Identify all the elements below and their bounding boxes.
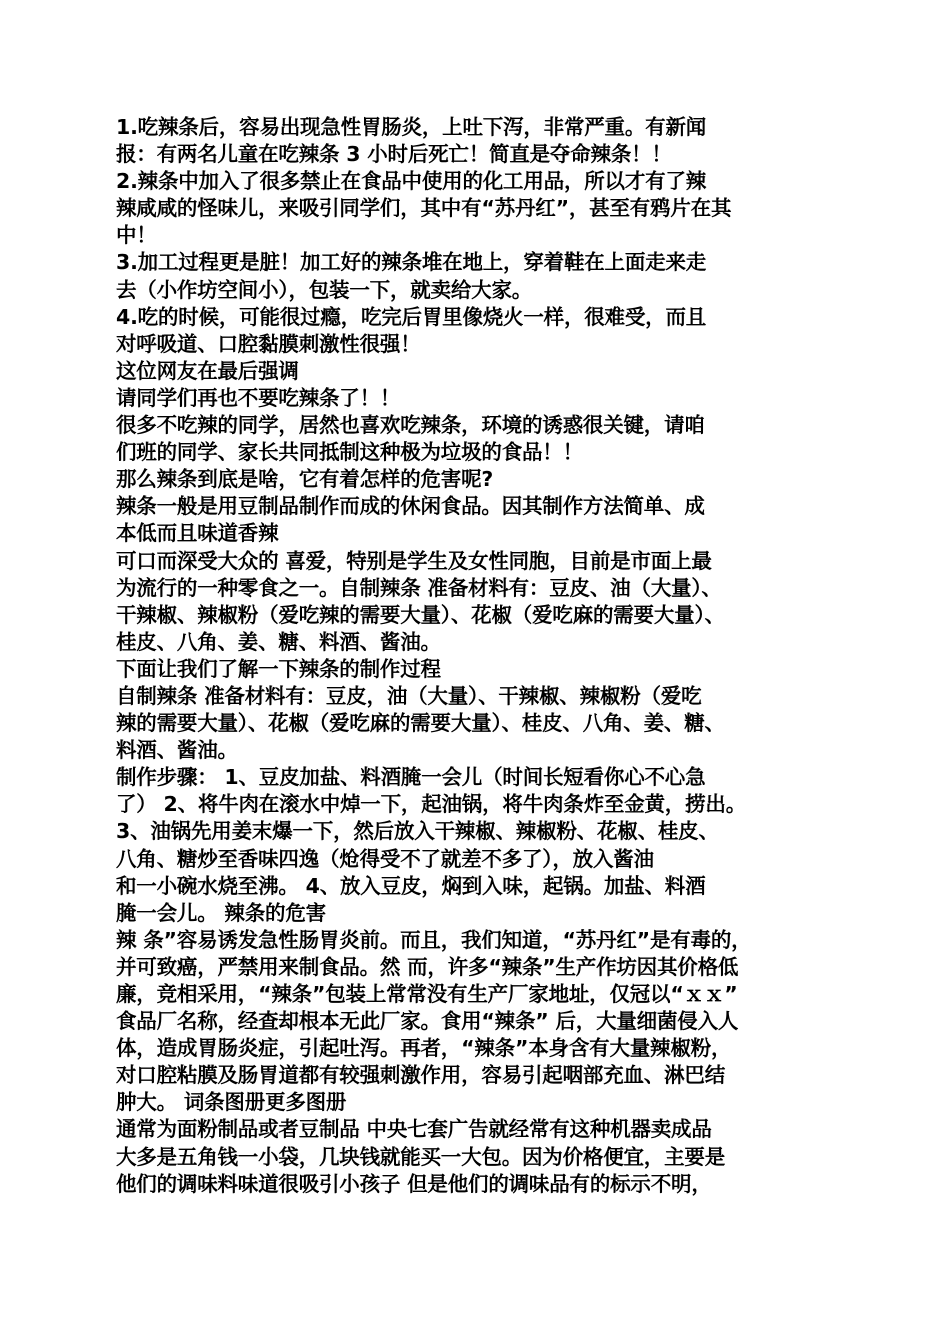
text-line: 自制辣条 准备材料有：豆皮，油（大量）、干辣椒、辣椒粉（爱吃 <box>116 683 702 708</box>
text-line: 4.吃的时候，可能很过瘾，吃完后胃里像烧火一样，很难受，而且 <box>116 304 707 329</box>
text-line: 本低而且味道香辣 <box>116 521 279 546</box>
text-line: 八角、糖炒至香味四逸（炝得受不了就差不多了），放入酱油 <box>116 846 654 871</box>
text-line: 中！ <box>116 223 157 248</box>
text-line: 们班的同学、家长共同抵制这种极为垃圾的食品！！ <box>116 440 583 465</box>
text-line: 1.吃辣条后，容易出现急性胃肠炎，上吐下泻，非常严重。有新闻 <box>116 115 707 139</box>
text-line: 干辣椒、辣椒粉（爱吃辣的需要大量）、花椒（爱吃麻的需要大量）、 <box>116 602 725 627</box>
text-line: 廉，竞相采用，“辣条”包装上常常没有生产厂家地址，仅冠以“ｘｘ” <box>116 982 738 1006</box>
text-line: 去（小作坊空间小），包装一下，就卖给大家。 <box>116 277 533 302</box>
text-line: 辣咸咸的怪味儿，来吸引同学们，其中有“苏丹红”，甚至有鸦片在其 <box>116 196 732 221</box>
article-body <box>116 114 856 1198</box>
text-line: 这位网友在最后强调 <box>116 358 299 383</box>
text-line: 为流行的一种零食之一。自制辣条 准备材料有：豆皮、油（大量）、 <box>116 575 722 600</box>
text-line: 通常为面粉制品或者豆制品 中央七套广告就经常有这种机器卖成品 <box>116 1117 712 1142</box>
text-line: 3、油锅先用姜末爆一下，然后放入干辣椒、辣椒粉、花椒、桂皮、 <box>116 819 719 844</box>
text-line: 可口而深受大众的 喜爱，特别是学生及女性同胞，目前是市面上最 <box>116 548 712 573</box>
text-line: 报：有两名儿童在吃辣条 3 小时后死亡！简直是夺命辣条！！ <box>116 142 672 167</box>
text-line: 辣 条”容易诱发急性肠胃炎前。而且，我们知道，“苏丹红”是有毒的， <box>116 927 752 952</box>
text-line: 3.加工过程更是脏！加工好的辣条堆在地上，穿着鞋在上面走来走 <box>116 250 707 275</box>
text-line: 和一小碗水烧至沸。 4、放入豆皮，焖到入味，起锅。加盐、料酒 <box>116 873 706 898</box>
text-line: 腌一会儿。 辣条的危害 <box>116 900 326 925</box>
text-line: 桂皮、八角、姜、糖、料酒、酱油。 <box>116 629 441 654</box>
text-line: 并可致癌，严禁用来制食品。然 而，许多“辣条”生产作坊因其价格低 <box>116 954 739 979</box>
text-line: 他们的调味料味道很吸引小孩子 但是他们的调味品有的标示不明， <box>116 1171 712 1196</box>
text-line: 制作步骤： 1、豆皮加盐、料酒腌一会儿（时间长短看你心不心急 <box>116 765 706 790</box>
text-line: 很多不吃辣的同学，居然也喜欢吃辣条，环境的诱惑很关键，请咱 <box>116 413 705 438</box>
text-line: 对呼吸道、口腔黏膜刺激性很强！ <box>116 331 421 356</box>
text-line: 对口腔粘膜及肠胃道都有较强刺激作用，容易引起咽部充血、淋巴结 <box>116 1063 725 1088</box>
text-line: 辣的需要大量）、花椒（爱吃麻的需要大量）、桂皮、八角、姜、糖、 <box>116 711 725 736</box>
text-line: 体，造成胃肠炎症，引起吐泻。再者，“辣条”本身含有大量辣椒粉， <box>116 1036 732 1061</box>
text-line: 大多是五角钱一小袋，几块钱就能买一大包。因为价格便宜，主要是 <box>116 1144 725 1169</box>
text-line: 料酒、酱油。 <box>116 738 238 763</box>
text-line: 2.辣条中加入了很多禁止在食品中使用的化工用品，所以才有了辣 <box>116 169 707 194</box>
text-line: 请同学们再也不要吃辣条了！！ <box>116 385 401 410</box>
text-line: 肿大。 词条图册更多图册 <box>116 1090 347 1115</box>
text-line: 食品厂名称，经查却根本无此厂家。食用“辣条” 后，大量细菌侵入人 <box>116 1009 739 1034</box>
text-line: 下面让我们了解一下辣条的制作过程 <box>116 656 441 681</box>
text-line: 了） 2、将牛肉在滚水中焯一下，起油锅，将牛肉条炸至金黄，捞出。 <box>116 792 746 817</box>
text-line: 辣条一般是用豆制品制作而成的休闲食品。因其制作方法简单、成 <box>116 494 705 519</box>
text-line: 那么辣条到底是啥，它有着怎样的危害呢? <box>116 467 494 492</box>
